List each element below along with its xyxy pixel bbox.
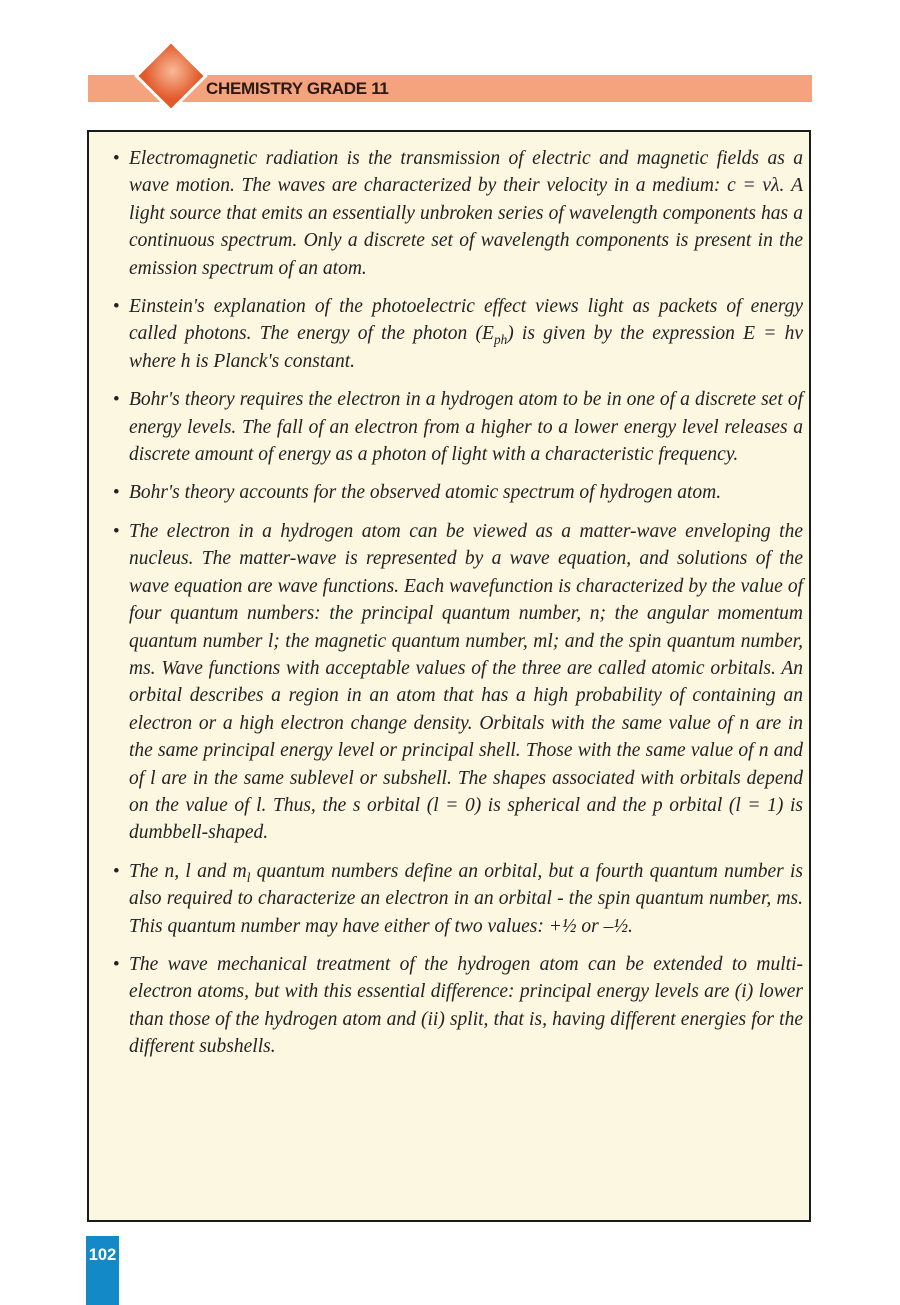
bullet-icon: •: [113, 482, 120, 504]
bullet-text: Bohr's theory accounts for the observed atomic spectrum of hydrogen atom.: [129, 482, 722, 504]
list-item: [113, 293, 803, 375]
header-title: CHEMISTRY GRADE 11: [206, 79, 389, 98]
bullet-icon: •: [113, 953, 120, 975]
bullet-text: Electromagnetic radiation is the transmission of electric and magnetic fields as a wave motion. The waves are characterized by their velocity in a medium: c = νλ. A light source that emits an essentially unbroken series of wavelength components has a continuous spectrum. Only a discrete set of wavelength components is present in the emission spectrum of an atom.: [129, 148, 803, 279]
page-number-tab: [86, 1236, 119, 1305]
bullet-icon: •: [113, 520, 120, 542]
list-item: [113, 386, 803, 468]
bullet-icon: •: [113, 860, 120, 882]
list-item: [113, 479, 803, 506]
list-item: [113, 951, 803, 1061]
bullet-text: The electron in a hydrogen atom can be viewed as a matter-wave enveloping the nucleus. The matter-wave is represented by a wave equation, and solutions of the wave equation are wave functions. Each wavefunction is characterized by the value of four quantum numbers: the principal quantum number, n; the angular momentum quantum number l; the magnetic quantum number, ml; and the spin quantum number, ms. Wave functions with acceptable values of the three are called atomic orbitals. An orbital describes a region in an atom that has a high probability of containing an electron or a high electron change density. Orbitals with the same value of n are in the same principal energy level or principal shell. Those with the same value of n and of l are in the same sublevel or subshell. The shapes associated with orbitals depend on the value of l. Thus, the s orbital (l = 0) is spherical and the p orbital (l = 1) is dumbbell-shaped.: [129, 520, 803, 844]
header-banner: [88, 75, 812, 102]
bullet-icon: •: [113, 148, 120, 169]
bullet-icon: •: [113, 389, 120, 411]
diamond-icon: [134, 39, 208, 113]
bullet-text: The wave mechanical treatment of the hydrogen atom can be extended to multi-electron atoms, but with this essential difference: principal energy levels are (i) lower than those of the hydrogen atom and (ii) split, that is, having different energies for the different subshells.: [129, 953, 803, 1058]
bullet-list: [89, 132, 809, 1061]
list-item: [113, 145, 803, 282]
bullet-text: Bohr's theory requires the electron in a hydrogen atom to be in one of a discrete set of energy levels. The fall of an electron from a higher to a lower energy level releases a discrete amount of energy as a photon of light with a characteristic frequency.: [129, 389, 803, 466]
bullet-icon: •: [113, 296, 120, 318]
page-number: 102: [88, 1246, 117, 1264]
bullet-text: The n, l and $m_l$ quantum numbers define an orbital, but a fourth quantum number is also required to characterize an electron in an orbital - the spin quantum number, ms. This quantum number may have either of two values: +½ or –½.: [129, 860, 803, 937]
list-item: [113, 518, 803, 847]
bullet-text: Einstein's explanation of the photoelectric effect views light as packets of energy called photons. The energy of the photon $(E_{ph})$ is given by the expression E = hν where h is Planck's constant.: [129, 296, 804, 372]
list-item: [113, 858, 803, 940]
summary-box: [87, 130, 811, 1222]
